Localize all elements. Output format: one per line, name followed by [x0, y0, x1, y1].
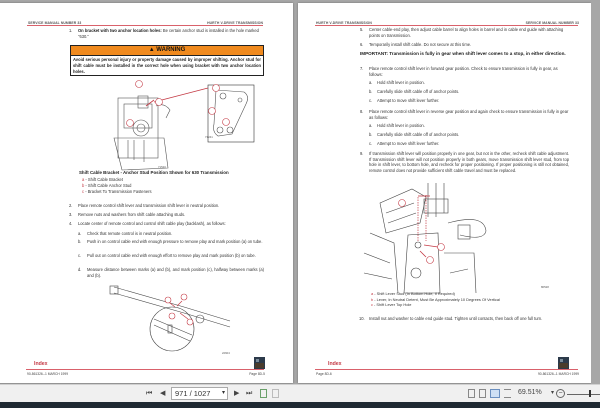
next-view-icon[interactable] [272, 389, 279, 398]
header-left: HURTH V-DRIVE TRANSMISSION [316, 21, 372, 25]
legend-item: a - Shift Lever Stud (In Bottom Hole, If Required) [371, 291, 455, 296]
step-number: 7. [360, 66, 364, 71]
substep-key: c. [369, 98, 373, 103]
substep-text: Hold shift lever in position. [377, 80, 425, 85]
zoom-out-button[interactable]: − [556, 389, 565, 398]
step-5-text: Center cable-end play, then adjust cable barrel to align holes in barrel and in cable end guide with attaching points on transmission. [369, 27, 564, 38]
step-number: 3. [69, 212, 73, 217]
first-page-button[interactable]: ⏮ [146, 390, 153, 397]
substep-key: a. [369, 123, 373, 128]
step-8-text: Place remote control shift lever in reverse gear position and again check to ensure transmission is fully in gear as follows: [369, 109, 569, 120]
taskbar [0, 402, 600, 408]
shift-lever-figure [364, 183, 504, 295]
control-cable-figure [110, 283, 240, 353]
footer-rule [315, 369, 578, 370]
footer-right: 90-861326--1 MARCH 1999 [537, 372, 579, 376]
figure-id: 80528 [541, 285, 549, 289]
substep-text: Measure distance between marks (a) and (b), and mark position (c), halfway between marks (a) and (b). [87, 267, 264, 278]
substep-key: d. [78, 267, 82, 272]
figure-id-inset: 71241 [205, 135, 213, 139]
zoom-dropdown-icon[interactable]: ▾ [551, 390, 555, 396]
warning-title: ▲ WARNING [71, 46, 263, 56]
legend-item: a - Shift Cable Bracket [82, 177, 123, 182]
step-number: 5. [360, 27, 364, 32]
warning-box [70, 45, 264, 76]
step-number: 2. [69, 203, 73, 208]
last-page-button[interactable]: ⏭ [246, 390, 253, 397]
substep-text: Carefully slide shift cable off of anchor points. [377, 132, 460, 137]
step-number: 4. [69, 221, 73, 226]
zoom-slider[interactable] [567, 394, 600, 395]
substep-key: c. [78, 253, 82, 258]
single-page-view-icon[interactable] [468, 389, 475, 398]
legend-item: c - Shift Lever Top Hole [371, 302, 412, 307]
zoom-level[interactable]: 69.51% [518, 389, 542, 396]
legend-item: b - Shift Cable Anchor Stud [82, 183, 132, 188]
page-right [298, 3, 591, 383]
substep-text: Push in on control cable end with enough pressure to remove play and mark position (a) on tube. [87, 239, 263, 244]
viewer-toolbar [0, 384, 600, 402]
substep-key: c. [369, 141, 373, 146]
substep-key: b. [78, 239, 82, 244]
legend-item: b - Lever, In Neutral Detent, Must Be Approximately 10 Degrees Of Vertical [371, 296, 500, 302]
substep-text: Pull out on control cable end with enough effort to remove play and mark position (b) on tube. [87, 253, 256, 258]
vertical-scrollbar[interactable] [591, 0, 600, 384]
page-number-input[interactable]: 971 / 1027 [171, 387, 228, 400]
substep-text: Attempt to move shift lever further. [377, 141, 440, 146]
step-1-body: Be certain anchor stud is installed in the hole marked "630." [78, 28, 259, 39]
substep-text: Hold shift lever in position. [377, 123, 425, 128]
step-number: 8. [360, 109, 364, 114]
step-number: 6. [360, 42, 364, 47]
substep-text: Check that remote control is in neutral position. [87, 231, 173, 236]
figure-caption: Shift Cable Bracket - Anchor Stud Position Shown for 630 Transmission [79, 170, 229, 175]
header-right: SERVICE MANUAL NUMBER 33 [525, 21, 579, 25]
page-left [0, 3, 293, 383]
step-1-text [78, 28, 264, 39]
important-note: IMPORTANT: Transmission is fully in gear when shift lever comes to a stop, in either direction. [360, 51, 566, 56]
mercruiser-logo-icon [254, 356, 265, 368]
continuous-facing-view-icon[interactable] [504, 389, 511, 398]
mercruiser-logo-icon [558, 356, 569, 368]
footer-left: 90-861326--1 MARCH 1999 [27, 372, 69, 376]
next-page-button[interactable]: ▶ [234, 390, 240, 397]
legend-item: c - Bracket To Transmission Fasteners [82, 189, 152, 194]
footer-left: Page 8D-6 [316, 372, 332, 376]
index-link[interactable]: Index [34, 361, 48, 367]
step-3-text: Remove nuts and washers from shift cable attaching studs. [78, 212, 186, 217]
zoom-slider-thumb[interactable] [589, 390, 591, 397]
prev-page-button[interactable]: ◀ [160, 390, 166, 397]
step-7-text: Place remote control shift lever in forward gear position. Check to ensure transmission is fully in gear, as follows: [369, 66, 558, 77]
step-4-text: Locate center of remote control and control shift cable play (backlash), as follows: [78, 221, 226, 226]
footer-rule [26, 369, 264, 370]
step-10-text: Install nut and washer to cable end guide stud. Tighten until contacts, then back off one full turn. [369, 316, 543, 321]
figure-id-main: 71520 [158, 165, 166, 169]
page-dropdown-icon[interactable]: ▾ [222, 390, 226, 396]
substep-key: a. [369, 80, 373, 85]
substep-text: Attempt to move shift lever further. [377, 98, 440, 103]
header-rule [315, 25, 578, 26]
continuous-view-icon[interactable] [479, 389, 486, 398]
step-number: 10. [359, 316, 365, 321]
previous-view-icon[interactable] [260, 389, 267, 398]
step-number: 1. [69, 28, 73, 33]
substep-text: Carefully slide shift cable off of anchor points. [377, 89, 460, 94]
step-9-text: If transmission shift lever will position properly in one gear, but not in the other, recheck shift cable adjustment. If transmission shift lever will not position properly in both gears, move transmission shift lever stud, from top hole in shift lever, to bottom hole, and recheck for proper positioning. If proper positioning is still not obtained, remote control does not provide sufficient shift cable travel and must be replaced. [369, 151, 569, 173]
step-1-bold: On bracket with two anchor location holes: [78, 28, 162, 33]
header-right: HURTH V-DRIVE TRANSMISSION [207, 21, 263, 25]
substep-key: b. [369, 89, 373, 94]
figure-id: 22604 [222, 351, 230, 355]
header-rule [27, 25, 263, 26]
substep-key: a. [78, 231, 82, 236]
substep-key: b. [369, 132, 373, 137]
step-number: 9. [360, 151, 364, 156]
step-6-text: Temporarily install shift cable. Do not secure at this time. [369, 42, 472, 47]
header-left: SERVICE MANUAL NUMBER 33 [28, 21, 82, 25]
shift-cable-bracket-figure [114, 78, 244, 178]
index-link[interactable]: Index [328, 361, 342, 367]
footer-right: Page 8D-5 [249, 372, 265, 376]
facing-pages-view-icon[interactable] [490, 389, 500, 398]
warning-body: Avoid serious personal injury or property damage caused by improper shifting. Anchor stud for shift cable must be installed in the correct hole when using bracket with two anchor location holes. [73, 57, 261, 74]
step-2-text: Place remote control shift lever and transmission shift lever in neutral position. [78, 203, 220, 208]
